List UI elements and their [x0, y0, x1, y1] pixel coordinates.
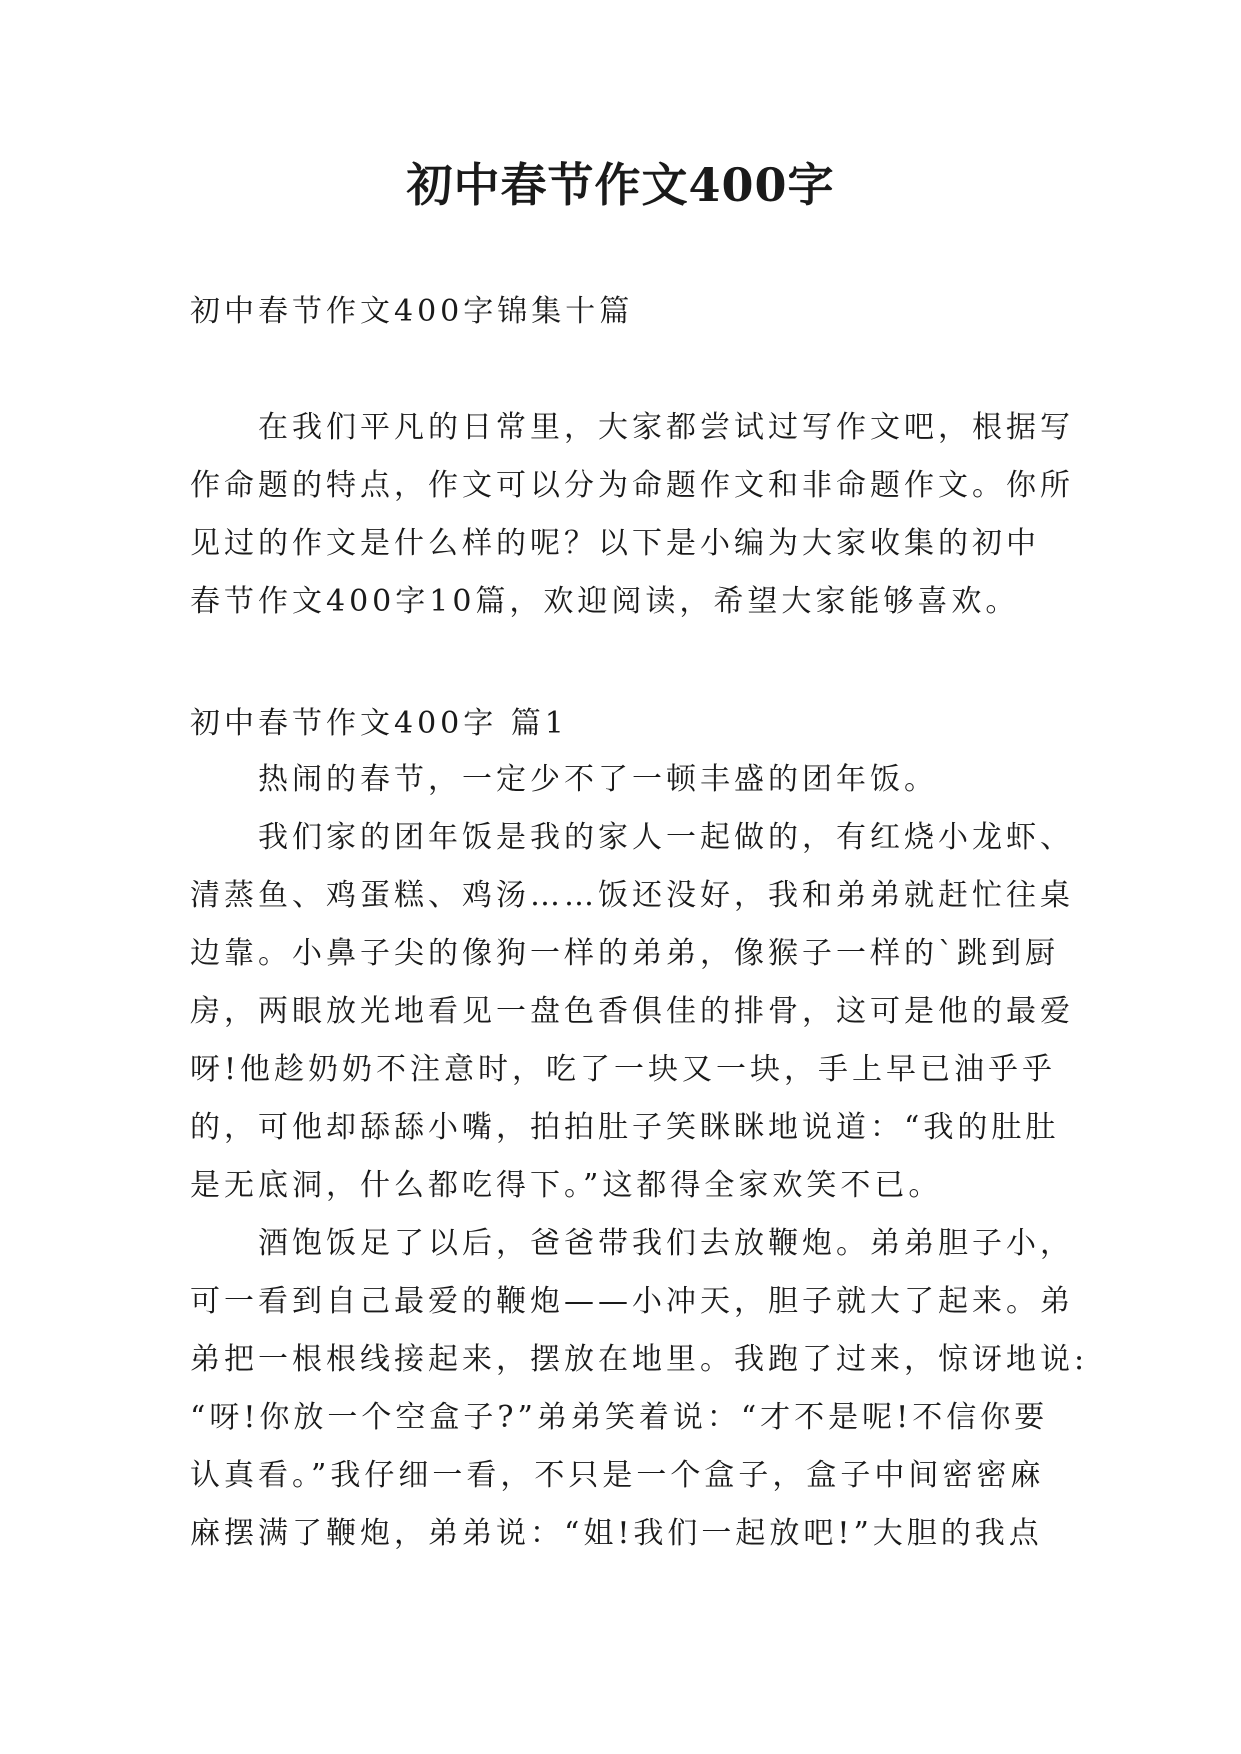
- document-subtitle: 初中春节作文400字锦集十篇: [190, 294, 634, 329]
- body-line: 的，可他却舔舔小嘴，拍拍肚子笑眯眯地说道：“我的肚肚: [190, 1110, 1060, 1145]
- body-line: 热闹的春节，一定少不了一顿丰盛的团年饭。: [258, 762, 938, 797]
- body-line: 边靠。小鼻子尖的像狗一样的弟弟，像猴子一样的`跳到厨: [190, 936, 1059, 971]
- body-line: 弟把一根根线接起来，摆放在地里。我跑了过来，惊讶地说:: [190, 1342, 1089, 1377]
- intro-line: 作命题的特点，作文可以分为命题作文和非命题作文。你所: [190, 468, 1074, 503]
- body-line: 清蒸鱼、鸡蛋糕、鸡汤……饭还没好，我和弟弟就赶忙往桌: [190, 878, 1074, 913]
- body-line: 呀!他趁奶奶不注意时，吃了一块又一块，手上早已油乎乎: [190, 1052, 1057, 1087]
- body-line: 房，两眼放光地看见一盘色香俱佳的排骨，这可是他的最爱: [190, 994, 1074, 1029]
- body-line: 认真看。”我仔细一看，不只是一个盒子，盒子中间密密麻: [190, 1458, 1045, 1493]
- body-line: 我们家的团年饭是我的家人一起做的，有红烧小龙虾、: [258, 820, 1074, 855]
- document-title: 初中春节作文400字: [406, 158, 835, 212]
- body-line: 可一看到自己最爱的鞭炮——小冲天，胆子就大了起来。弟: [190, 1284, 1074, 1319]
- intro-line: 见过的作文是什么样的呢？以下是小编为大家收集的初中: [190, 526, 1040, 561]
- intro-line: 春节作文400字10篇，欢迎阅读，希望大家能够喜欢。: [190, 584, 1020, 619]
- section-heading: 初中春节作文400字 篇1: [190, 706, 568, 741]
- body-line: 是无底洞，什么都吃得下。”这都得全家欢笑不已。: [190, 1168, 943, 1203]
- body-line: 酒饱饭足了以后，爸爸带我们去放鞭炮。弟弟胆子小，: [258, 1226, 1074, 1261]
- body-line: 麻摆满了鞭炮，弟弟说：“姐!我们一起放吧!”大胆的我点: [190, 1516, 1043, 1551]
- intro-line: 在我们平凡的日常里，大家都尝试过写作文吧，根据写: [258, 410, 1074, 445]
- body-line: “呀!你放一个空盒子?”弟弟笑着说：“才不是呢!不信你要: [190, 1400, 1049, 1435]
